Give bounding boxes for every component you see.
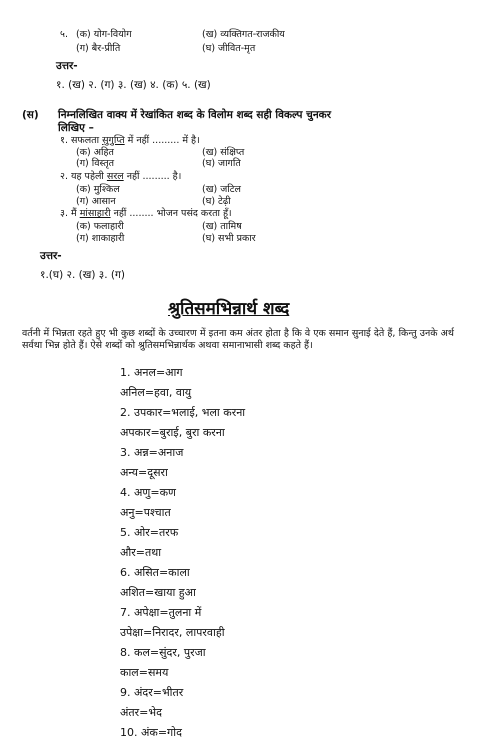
list-item: 6. असित=काला [120,566,190,579]
list-item: 7. अपेक्षा=तुलना में [120,606,202,619]
list-item: 1. अनल=आग [120,366,183,379]
s3-option-d: (घ) सभी प्रकार [202,233,256,244]
list-item: 9. अंदर=भीतर [120,686,184,699]
s2-option-b: (ख) जटिल [202,184,241,195]
sentence-1-pre: १. सफलता [60,135,103,146]
list-item: 4. अणु=कण [120,486,176,499]
section-marker: (स) [22,109,39,121]
sentence-1-underlined-word: सुगुप्ति [102,135,125,146]
sentence-3-pre: ३. मैं [60,208,80,219]
list-item: 5. ओर=तरफ [120,526,179,539]
s1-option-a: (क) अहित [76,147,114,158]
s2-option-a: (क) मुश्किल [76,184,120,195]
list-item: अनु=पश्चात [120,506,171,519]
q5-option-c: (ग) बैर-प्रीति [76,43,121,54]
list-item: काल=समय [120,666,169,679]
sentence-2-underlined-word: सरल [106,171,124,182]
sentence-2 [60,172,181,182]
sentence-3-post: नहीं ........ भोजन पसंद करता हूँ। [110,208,232,219]
q5-option-b: (ख) व्यक्तिगत-राजकीय [202,29,285,40]
list-item: अन्य=दूसरा [120,466,168,479]
intro-paragraph: वर्तनी में भिन्नता रहते हुए भी कुछ शब्दों के उच्चारण में इतना कम अंतर होता है कि वे एक समान सुनाई देते हैं, किन्तु उनके अर्थ सर्वथा भिन्न होते हैं। ऐसे शब्दों को श्रुतिसमभिन्नार्थक अथवा समानाभासी शब्द कहते हैं। [22,328,454,351]
s3-option-c: (ग) शाकाहारी [76,233,125,244]
sentence-2-pre: २. यह पहेली [60,171,107,182]
s3-option-b: (ख) तामिष [202,221,242,232]
s3-option-a: (क) फलाहारी [76,221,124,232]
sentence-1 [60,136,200,146]
list-item: अशित=खाया हुआ [120,586,196,599]
answer-2-label: उत्तर- [40,250,62,262]
sentence-2-post: नहीं ......... है। [123,171,182,182]
list-item: 3. अन्न=अनाज [120,446,184,459]
list-item: अंतर=भेद [120,706,162,719]
sentence-3 [60,209,232,219]
s2-option-c: (ग) आसान [76,196,116,207]
answer-2-text: १.(घ) २. (ख) ३. (ग) [40,269,126,281]
list-item: 10. अंक=गोद [120,726,182,739]
page-title: श्रुतिसमभिन्नार्थ शब्द [168,299,290,319]
list-item: और=तथा [120,546,162,559]
section-heading-line1: निम्नलिखित वाक्य में रेखांकित शब्द के विलोम शब्द सही विकल्प चुनकर [58,109,332,121]
list-item: उपेक्षा=निरादर, लापरवाही [120,626,225,639]
answer-text: १. (ख) २. (ग) ३. (ख) ४. (क) ५. (ख) [56,79,211,91]
answer-label: उत्तर- [56,60,78,72]
q5-option-d: (घ) जीवित-मृत [202,43,256,54]
list-item: अनिल=हवा, वायु [120,386,192,399]
list-item: अपकार=बुराई, बुरा करना [120,426,225,439]
s1-option-c: (ग) विस्तृत [76,158,115,169]
s2-option-d: (घ) टेढ़ी [202,196,231,207]
s1-option-b: (ख) संक्षिप्त [202,147,245,158]
sentence-1-post: में नहीं ......... में है। [124,135,200,146]
s1-option-d: (घ) जागति [202,158,241,169]
q5-number: ५. [60,29,68,40]
section-heading-line2: लिखिए – [58,122,94,134]
list-item: 8. कल=सुंदर, पुरजा [120,646,206,659]
list-item: 2. उपकार=भलाई, भला करना [120,406,246,419]
q5-option-a: (क) योग-वियोग [76,29,132,40]
sentence-3-underlined-word: मांसाहारी [79,208,111,219]
